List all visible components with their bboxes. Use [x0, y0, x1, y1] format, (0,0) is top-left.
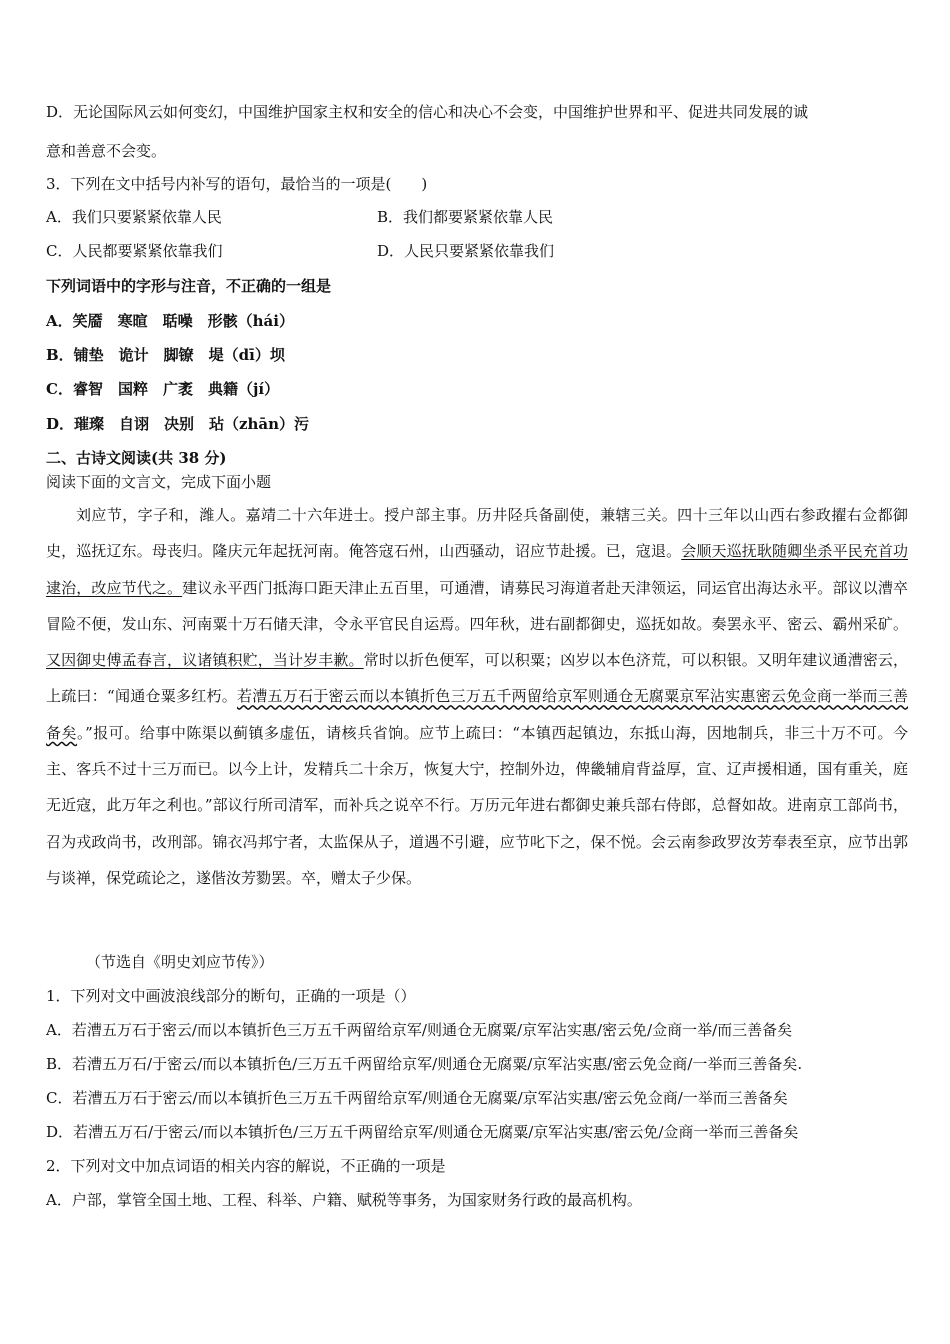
passage-source: （节选自《明史刘应节传》）	[86, 953, 274, 971]
q3-option-b: B．我们都要紧紧依靠人民	[377, 208, 554, 226]
q2-option-a: A．户部，掌管全国土地、工程、科举、户籍、赋税等事务，为国家财务行政的最高机构。	[46, 1191, 642, 1209]
q3-stem: 3．下列在文中括号内补写的语句，最恰当的一项是( )	[46, 175, 428, 193]
word-option-d: D．璀璨 自诩 决别 玷（zhān）污	[46, 415, 310, 433]
passage-underline-2: 又因御史傅孟春言，议诸镇积贮，当计岁丰歉。	[46, 651, 364, 670]
passage-seg2: 建议永平西门抵海口距天津止五百里，可通漕，请募民习海道者赴天津领运，同运官出海达永平。部议以漕卒冒险不便，发山东、河南粟十万石储天津，令永平官民自运焉。四年秋，进右副都御史，巡抚如故。奏罢永平、密云、霸州采矿。	[46, 578, 908, 633]
passage-underline-1: 会顺天巡抚耿随卿坐杀平民充首功逮治，改应节代之。	[46, 542, 908, 597]
passage-wavy-underline: 若漕五万石于密云而以本镇折色三万五千两留给京军则通仓无腐粟京军沾实惠密云免佥商一举而三善备矣	[46, 687, 908, 742]
section-instruction: 阅读下面的文言文，完成下面小题	[46, 473, 272, 491]
word-question-stem: 下列词语中的字形与注音，不正确的一组是	[46, 277, 332, 295]
classical-passage	[46, 497, 908, 896]
q1-option-c: C．若漕五万石于密云/而以本镇折色三万五千两留给京军/则通仓无腐粟/京军沾实惠/密云免佥商/一举而三善备矣	[46, 1089, 788, 1107]
passage-seg3: 常时以折色便军，可以积粟；凶岁以本色济荒，可以积银。又明年建议通漕密云，上疏曰：“闻通仓粟多红朽。	[46, 651, 908, 706]
passage-seg4: 。”报可。给事中陈渠以蓟镇多虚伍，请核兵省饷。应节上疏曰：“本镇西起镇边，东抵山海，因地制兵，非三十万不可。今主、客兵不过十三万而已。以今上计，发精兵二十余万，恢复大宁，控制外边，俾畿辅肩背益厚，宣、辽声援相通，国有重关，庭无近寇，此万年之利也。”部议行所司清军，而补兵之说卒不行。万历元年进右都御史兼兵部右侍郎，总督如故。进南京工部尚书，召为戎政尚书，改刑部。锦衣冯邦宁者，太监保从子，道遇不引避，应节叱下之，保不悦。会云南参政罗汝芳奉表至京，应节出郭与谈禅，保党疏论之，遂偕汝芳勠罢。卒，赠太子少保。	[46, 723, 908, 887]
q2-stem: 2．下列对文中加点词语的相关内容的解说，不正确的一项是	[46, 1157, 446, 1175]
word-option-c: C．睿智 国粹 广袤 典籍（jí）	[46, 380, 280, 398]
prev-option-d-line2: 意和善意不会变。	[46, 142, 167, 160]
q1-option-b: B．若漕五万石/于密云/而以本镇折色/三万五千两留给京军/则通仓无腐粟/京军沾实惠/密云免佥商/一举而三善备矣.	[46, 1055, 803, 1073]
prev-option-d-line1: D．无论国际风云如何变幻，中国维护国家主权和安全的信心和决心不会变，中国维护世界和平、促进共同发展的诚	[46, 103, 809, 121]
word-option-a: A．笑靥 寒暄 聒噪 形骸（hái）	[46, 312, 294, 330]
q3-option-a: A．我们只要紧紧依靠人民	[46, 208, 222, 226]
word-option-b: B．铺垫 诡计 脚镣 堤（dī）坝	[46, 346, 285, 364]
section-heading: 二、古诗文阅读(共 38 分)	[46, 449, 227, 467]
q1-option-d: D．若漕五万石/于密云/而以本镇折色/三万五千两留给京军/则通仓无腐粟/京军沾实惠/密云免/佥商一举而三善备矣	[46, 1123, 799, 1141]
q1-option-a: A．若漕五万石于密云/而以本镇折色三万五千两留给京军/则通仓无腐粟/京军沾实惠/密云免/佥商一举/而三善备矣	[46, 1021, 793, 1039]
q3-option-d: D．人民只要紧紧依靠我们	[377, 242, 555, 260]
q1-stem: 1．下列对文中画波浪线部分的断句，正确的一项是（）	[46, 987, 416, 1005]
passage-seg1: 刘应节，字子和，潍人。嘉靖二十六年进士。授户部主事。历井陉兵备副使，兼辖三关。四十三年以山西右参政擢右佥都御史，巡抚辽东。母丧归。隆庆元年起抚河南。俺答寇石州，山西骚动，诏应节赴援。已，寇退。	[46, 506, 908, 561]
q3-option-c: C．人民都要紧紧依靠我们	[46, 242, 223, 260]
